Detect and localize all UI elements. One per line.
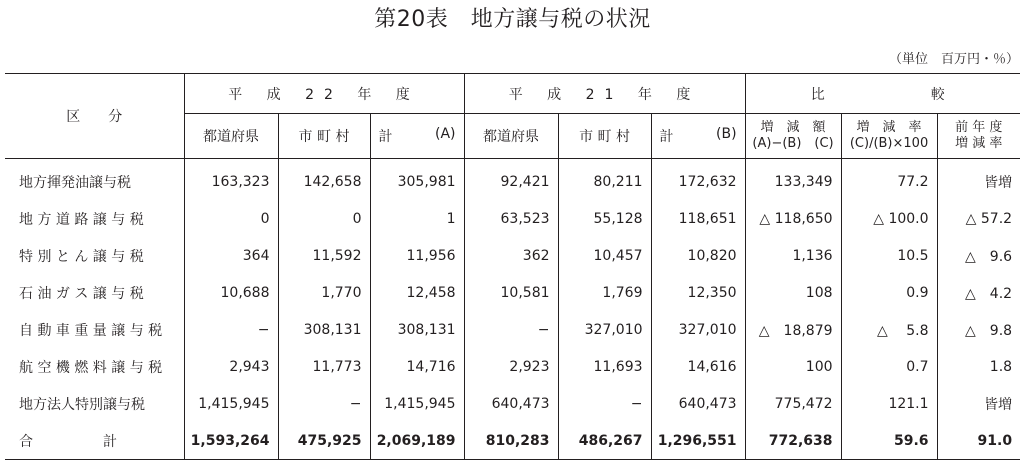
- cell-value: △ 4.2: [937, 274, 1020, 311]
- cell-value: 80,211: [558, 159, 651, 201]
- cell-value: −: [558, 385, 651, 422]
- cell-value: 91.0: [937, 422, 1020, 460]
- cell-value: 2,069,189: [370, 422, 464, 460]
- cell-value: 11,773: [278, 348, 370, 385]
- cell-value: 皆増: [937, 385, 1020, 422]
- header-h21: 平 成 21 年 度: [464, 74, 745, 114]
- cell-value: 0: [278, 200, 370, 237]
- cell-value: 475,925: [278, 422, 370, 460]
- cell-value: 10,581: [464, 274, 558, 311]
- page-title: 第20表 地方譲与税の状況: [374, 7, 651, 32]
- cell-value: 1,593,264: [184, 422, 278, 460]
- cell-value: 2,923: [464, 348, 558, 385]
- cell-value: 0.7: [841, 348, 937, 385]
- header-h21-total: (B) 計: [651, 114, 745, 159]
- table-row: [5, 274, 1020, 311]
- row-name: 地方揮発油譲与税: [19, 174, 131, 191]
- table-row: [5, 385, 1020, 422]
- cell-value: △ 118,650: [745, 200, 841, 237]
- cell-value: 92,421: [464, 159, 558, 201]
- cell-value: 2,943: [184, 348, 278, 385]
- table-row: [5, 348, 1020, 385]
- table-row: [5, 159, 1020, 201]
- cell-value: 362: [464, 237, 558, 274]
- cell-value: 1.8: [937, 348, 1020, 385]
- cell-value: 1,770: [278, 274, 370, 311]
- cell-value: 10,820: [651, 237, 745, 274]
- cell-value: −: [464, 311, 558, 348]
- header-h22-municipality: 市 町 村: [278, 114, 370, 159]
- cell-value: 640,473: [651, 385, 745, 422]
- cell-value: 11,693: [558, 348, 651, 385]
- cell-value: 14,616: [651, 348, 745, 385]
- header-rate: 増 減 率 (C)/(B)×100: [841, 114, 937, 159]
- header-prev-rate: 前 年 度 増 減 率: [937, 114, 1020, 159]
- unit-note: （単位 百万円・％）: [888, 52, 1019, 67]
- cell-value: −: [184, 311, 278, 348]
- cell-value: 1,415,945: [184, 385, 278, 422]
- cell-value: 14,716: [370, 348, 464, 385]
- cell-value: 63,523: [464, 200, 558, 237]
- cell-value: 0: [184, 200, 278, 237]
- cell-value: 1,136: [745, 237, 841, 274]
- cell-value: 308,131: [370, 311, 464, 348]
- row-name: 石 油 ガ ス 譲 与 税: [19, 285, 144, 302]
- cell-value: 1,415,945: [370, 385, 464, 422]
- cell-value: 775,472: [745, 385, 841, 422]
- header-hikaku: 比 較: [745, 74, 1020, 114]
- row-name: 地 方 道 路 譲 与 税: [19, 211, 144, 228]
- cell-value: 327,010: [651, 311, 745, 348]
- cell-value: 12,350: [651, 274, 745, 311]
- cell-value: 327,010: [558, 311, 651, 348]
- cell-value: 1: [370, 200, 464, 237]
- row-name: 自 動 車 重 量 譲 与 税: [19, 322, 163, 339]
- cell-value: 810,283: [464, 422, 558, 460]
- cell-value: △ 5.8: [841, 311, 937, 348]
- table-row: [5, 200, 1020, 237]
- cell-value: 1,296,551: [651, 422, 745, 460]
- header-kubun: 区 分: [5, 74, 184, 159]
- cell-value: 308,131: [278, 311, 370, 348]
- row-name: 合 計: [5, 422, 184, 460]
- cell-value: 55,128: [558, 200, 651, 237]
- cell-value: 10.5: [841, 237, 937, 274]
- cell-value: △ 100.0: [841, 200, 937, 237]
- cell-value: 77.2: [841, 159, 937, 201]
- cell-value: △ 9.8: [937, 311, 1020, 348]
- cell-value: △ 9.6: [937, 237, 1020, 274]
- cell-value: 486,267: [558, 422, 651, 460]
- cell-value: 0.9: [841, 274, 937, 311]
- cell-value: △ 18,879: [745, 311, 841, 348]
- cell-value: 142,658: [278, 159, 370, 201]
- cell-value: 118,651: [651, 200, 745, 237]
- cell-value: 364: [184, 237, 278, 274]
- total-row: [5, 422, 1020, 460]
- cell-value: 59.6: [841, 422, 937, 460]
- cell-value: −: [278, 385, 370, 422]
- cell-value: 1,769: [558, 274, 651, 311]
- cell-value: 305,981: [370, 159, 464, 201]
- cell-value: 12,458: [370, 274, 464, 311]
- header-h22: 平 成 22 年 度: [184, 74, 464, 114]
- row-name: 地方法人特別譲与税: [19, 396, 145, 413]
- row-name: 航 空 機 燃 料 譲 与 税: [19, 359, 163, 376]
- header-h21-prefecture: 都道府県: [464, 114, 558, 159]
- cell-value: 172,632: [651, 159, 745, 201]
- header-h22-total: (A) 計: [370, 114, 464, 159]
- cell-value: 772,638: [745, 422, 841, 460]
- cell-value: 108: [745, 274, 841, 311]
- cell-value: 100: [745, 348, 841, 385]
- row-name: 特 別 と ん 譲 与 税: [19, 248, 144, 265]
- table-row: [5, 311, 1020, 348]
- cell-value: △ 57.2: [937, 200, 1020, 237]
- header-diff: 増 減 額 (A)−(B) (C): [745, 114, 841, 159]
- header-h21-municipality: 市 町 村: [558, 114, 651, 159]
- header-h22-prefecture: 都道府県: [184, 114, 278, 159]
- cell-value: 10,688: [184, 274, 278, 311]
- cell-value: 163,323: [184, 159, 278, 201]
- local-transfer-tax-table: [5, 73, 1020, 460]
- cell-value: 11,592: [278, 237, 370, 274]
- cell-value: 皆増: [937, 159, 1020, 201]
- cell-value: 11,956: [370, 237, 464, 274]
- table-row: [5, 237, 1020, 274]
- cell-value: 121.1: [841, 385, 937, 422]
- cell-value: 10,457: [558, 237, 651, 274]
- cell-value: 133,349: [745, 159, 841, 201]
- cell-value: 640,473: [464, 385, 558, 422]
